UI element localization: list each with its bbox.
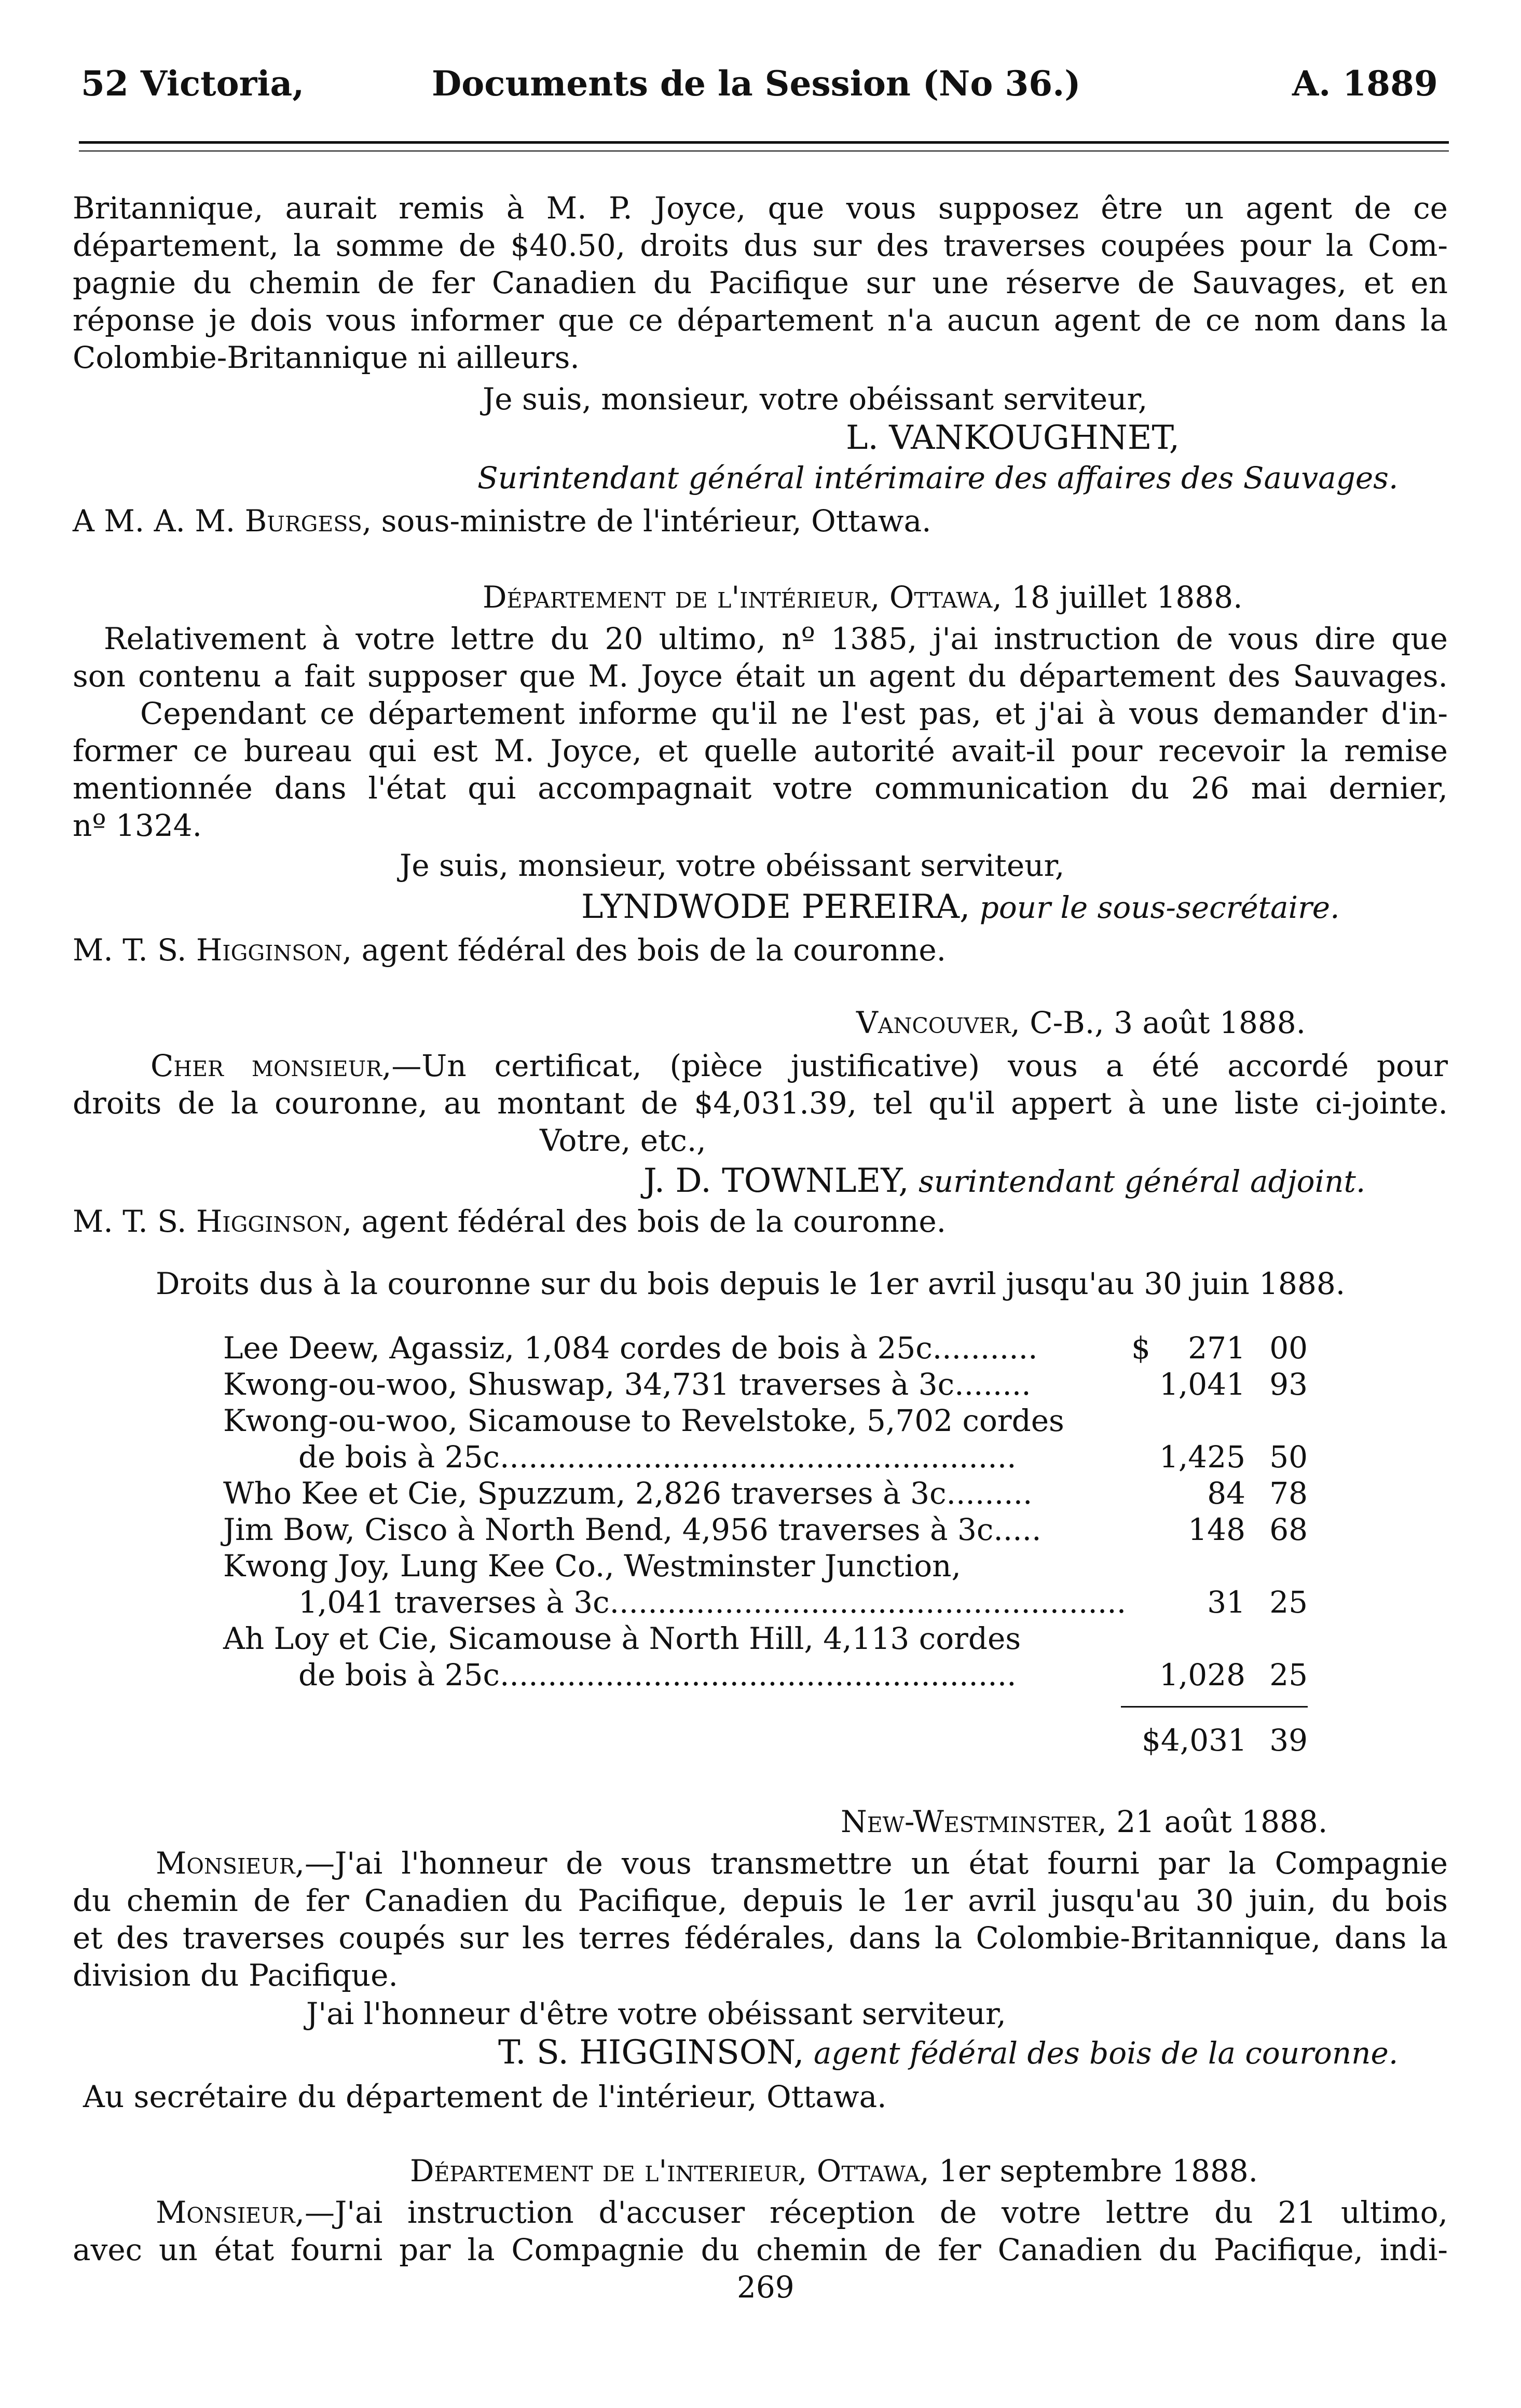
- header-rule-thin: [79, 150, 1449, 152]
- table-row-text: Kwong Joy, Lung Kee Co., Westminster Junction,: [223, 1548, 961, 1584]
- letter2-signature-line: LYNDWODE PEREIRA, pour le sous-secrétaire.: [581, 888, 1340, 926]
- table-row-amount: 1,425: [1159, 1439, 1245, 1475]
- header-right: A. 1889: [1292, 63, 1438, 104]
- table-row-text: Lee Deew, Agassiz, 1,084 cordes de bois à 25c...........: [223, 1330, 1038, 1366]
- table-row-text: 1,041 traverses à 3c......................................................: [298, 1585, 1127, 1620]
- header-left: 52 Victoria,: [81, 63, 305, 104]
- letter1-line: département, la somme de $40.50, droits dus sur des traverses coupées pour la Com-: [73, 228, 1448, 263]
- letter5-line: Monsieur,—J'ai instruction d'accuser réception de votre lettre du 21 ultimo,: [156, 2195, 1448, 2230]
- table-row-text: Jim Bow, Cisco à North Bend, 4,956 traverses à 3c.....: [223, 1512, 1042, 1547]
- table-row-text: Ah Loy et Cie, Sicamouse à North Hill, 4,113 cordes: [223, 1621, 1021, 1656]
- table-caption: Droits dus à la couronne sur du bois depuis le 1er avril jusqu'au 30 juin 1888.: [156, 1266, 1346, 1301]
- table-row-dollar: $: [1131, 1330, 1150, 1366]
- letter5-dateline: Département de l'interieur, Ottawa, 1er septembre 1888.: [410, 2153, 1258, 2189]
- table-row-cents: 00: [1269, 1330, 1308, 1366]
- table-row-cents: 78: [1269, 1476, 1308, 1511]
- page-number: 269: [737, 2269, 794, 2305]
- letter1-signature: L. VANKOUGHNET,: [846, 419, 1180, 457]
- letter4-line: et des traverses coupés sur les terres fédérales, dans la Colombie-Britannique, dans la: [73, 1920, 1448, 1956]
- table-row-amount: 1,041: [1159, 1367, 1245, 1402]
- letter4-line: division du Pacifique.: [73, 1958, 398, 1993]
- letter2-line: nº 1324.: [73, 808, 202, 843]
- letter4-line: du chemin de fer Canadien du Pacifique, depuis le 1er avril jusqu'au 30 juin, du bois: [73, 1883, 1448, 1918]
- letter1-closing: Je suis, monsieur, votre obéissant serviteur,: [483, 381, 1148, 417]
- letter3-addressee: M. T. S. Higginson, agent fédéral des bois de la couronne.: [73, 1204, 947, 1239]
- table-row-amount: 1,028: [1159, 1657, 1245, 1693]
- header-center: Documents de la Session (No 36.): [432, 63, 1081, 104]
- table-row-text: Kwong-ou-woo, Sicamouse to Revelstoke, 5,702 cordes: [223, 1403, 1064, 1438]
- letter2-addressee: M. T. S. Higginson, agent fédéral des bois de la couronne.: [73, 932, 947, 968]
- table-row-cents: 25: [1269, 1585, 1308, 1620]
- table-row-amount: 84: [1207, 1476, 1245, 1511]
- table-total-amount: $4,031: [1142, 1723, 1247, 1758]
- letter2-dateline: Département de l'intérieur, Ottawa, 18 juillet 1888.: [483, 580, 1243, 615]
- letter2-line: son contenu a fait supposer que M. Joyce était un agent du département des Sauvages.: [73, 658, 1448, 694]
- letter3-line: droits de la couronne, au montant de $4,031.39, tel qu'il appert à une liste ci-jointe.: [73, 1085, 1448, 1121]
- letter5-line: avec un état fourni par la Compagnie du chemin de fer Canadien du Pacifique, indi-: [73, 2232, 1448, 2267]
- letter1-title: Surintendant général intérimaire des affaires des Sauvages.: [477, 460, 1399, 496]
- table-total-cents: 39: [1269, 1723, 1308, 1758]
- table-row-text: de bois à 25c......................................................: [298, 1657, 1017, 1693]
- letter1-line: réponse je dois vous informer que ce département n'a aucun agent de ce nom dans la: [73, 302, 1448, 338]
- letter1-addressee: A M. A. M. Burgess, sous-ministre de l'intérieur, Ottawa.: [73, 503, 931, 539]
- letter4-dateline: New-Westminster, 21 août 1888.: [841, 1804, 1328, 1839]
- table-row-text: Who Kee et Cie, Spuzzum, 2,826 traverses à 3c.........: [223, 1476, 1033, 1511]
- letter3-dateline: Vancouver, C-B., 3 août 1888.: [856, 1005, 1306, 1040]
- total-rule: [1121, 1706, 1308, 1708]
- table-row-amount: 271: [1188, 1330, 1245, 1366]
- table-row-cents: 50: [1269, 1439, 1308, 1475]
- table-row-cents: 68: [1269, 1512, 1308, 1547]
- table-row-cents: 93: [1269, 1367, 1308, 1402]
- letter4-line: Monsieur,—J'ai l'honneur de vous transmettre un état fourni par la Compagnie: [156, 1846, 1448, 1881]
- letter1-line: Britannique, aurait remis à M. P. Joyce, que vous supposez être un agent de ce: [73, 190, 1448, 226]
- letter1-line: Colombie-Britannique ni ailleurs.: [73, 340, 580, 375]
- table-row-text: de bois à 25c......................................................: [298, 1439, 1017, 1475]
- header-rule-thick: [79, 141, 1449, 144]
- table-row-amount: 148: [1188, 1512, 1245, 1547]
- table-row-text: Kwong-ou-woo, Shuswap, 34,731 traverses à 3c........: [223, 1367, 1031, 1402]
- letter2-line: Cependant ce département informe qu'il ne l'est pas, et j'ai à vous demander d'in-: [140, 696, 1448, 731]
- table-row-cents: 25: [1269, 1657, 1308, 1693]
- letter2-closing: Je suis, monsieur, votre obéissant serviteur,: [400, 848, 1065, 883]
- letter4-signature-line: T. S. HIGGINSON, agent fédéral des bois de la couronne.: [498, 2033, 1399, 2072]
- letter1-line: pagnie du chemin de fer Canadien du Pacifique sur une réserve de Sauvages, et en: [73, 265, 1448, 300]
- letter3-closing: Votre, etc.,: [540, 1123, 706, 1158]
- letter2-line: former ce bureau qui est M. Joyce, et quelle autorité avait-il pour recevoir la remise: [73, 733, 1448, 768]
- letter2-line: mentionnée dans l'état qui accompagnait votre communication du 26 mai dernier,: [73, 770, 1448, 806]
- letter3-line: Cher monsieur,—Un certificat, (pièce justificative) vous a été accordé pour: [150, 1048, 1448, 1083]
- letter4-closing: J'ai l'honneur d'être votre obéissant serviteur,: [306, 1996, 1006, 2031]
- letter4-addressee: Au secrétaire du département de l'intérieur, Ottawa.: [83, 2079, 887, 2114]
- letter3-signature-line: J. D. TOWNLEY, surintendant général adjoint.: [643, 1162, 1366, 1200]
- letter2-line: Relativement à votre lettre du 20 ultimo, nº 1385, j'ai instruction de vous dire que: [104, 621, 1448, 656]
- table-row-amount: 31: [1207, 1585, 1245, 1620]
